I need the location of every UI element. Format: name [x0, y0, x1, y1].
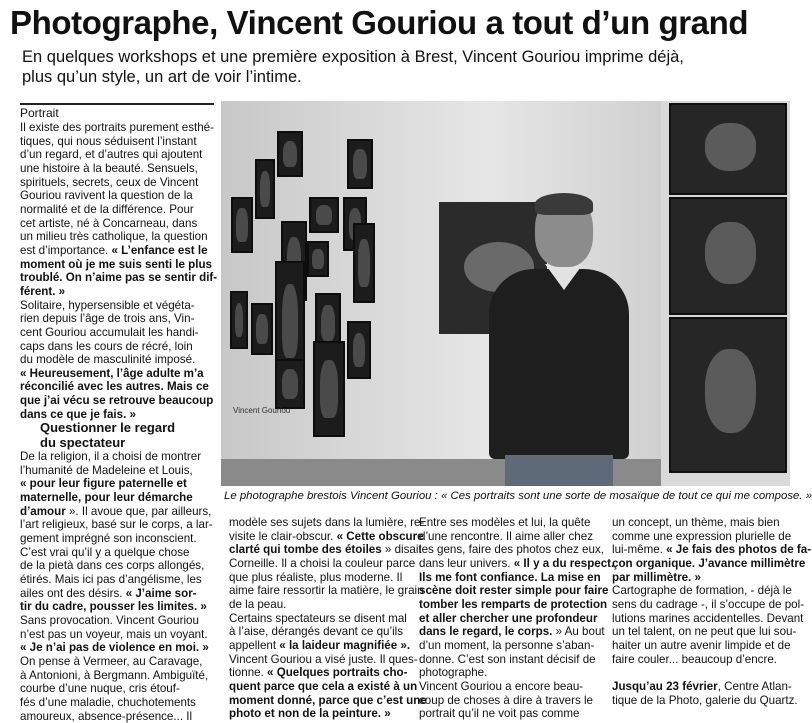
- body-text: haiter un autre avenir limpide et de: [612, 639, 791, 652]
- body-text: » disait: [382, 543, 422, 556]
- body-text: visite le clair-obscur.: [229, 530, 337, 543]
- text-line: [612, 694, 792, 708]
- body-text: aime faire ressortir la matière, le grain: [229, 584, 424, 597]
- body-text: une histoire à la beauté. Sensuels,: [20, 162, 198, 175]
- photographer-legs: [505, 455, 613, 486]
- quote-text: « Heureusement, l’âge adulte m’a: [20, 367, 204, 380]
- body-text: courbe d’une nuque, cris étouf-: [20, 682, 180, 695]
- body-text: sens du cadrage -, il s’occupe de pol-: [612, 598, 804, 611]
- body-text: gement imprégné son inconscient.: [20, 532, 197, 545]
- text-line: [20, 408, 216, 422]
- text-line: [229, 571, 408, 585]
- body-text: photographe.: [419, 666, 487, 679]
- text-line: [612, 598, 792, 612]
- quote-text: « Cette obscure: [337, 530, 424, 543]
- body-text: est d’importance.: [20, 244, 112, 257]
- text-line: [20, 340, 216, 354]
- text-line: [612, 557, 792, 571]
- text-line: [419, 584, 599, 598]
- quote-text: moment donné, parce que c’est une: [229, 694, 427, 707]
- text-line: [229, 557, 408, 571]
- quote-text: çon organique. J’avance millimètre: [612, 557, 805, 570]
- text-line: [419, 612, 599, 626]
- body-text: cet artiste, né à Concarneau, dans: [20, 217, 197, 230]
- quote-text: tomber les remparts de protection: [419, 598, 607, 611]
- body-text: les gens, faire des photos chez eux,: [419, 543, 604, 556]
- wall-label: Vincent Gouriou: [233, 406, 290, 415]
- article-column-3: [419, 516, 599, 721]
- text-line: [229, 598, 408, 612]
- text-line: [419, 653, 599, 667]
- body-text: étirés. Mais ici pas d’angélisme, les: [20, 573, 202, 586]
- text-line: [20, 518, 216, 532]
- text-line: [419, 571, 599, 585]
- rubric-label: Portrait: [20, 103, 214, 121]
- body-text: un concept, un thème, mais bien: [612, 516, 780, 529]
- deck-line: En quelques workshops et une première exposition à Brest, Vincent Gouriou imprime déjà,: [22, 47, 782, 67]
- body-text: d’un moment, la personne s’aban-: [419, 639, 594, 652]
- text-line: [612, 653, 792, 667]
- text-line: [20, 655, 216, 669]
- portrait-frame: [353, 223, 375, 303]
- text-line: [20, 326, 216, 340]
- quote-text: « Il y a du respect.: [514, 557, 615, 570]
- text-line: [229, 666, 408, 680]
- quote-text: « J’aime sor-: [126, 587, 197, 600]
- text-line: [229, 543, 408, 557]
- text-line: [229, 639, 408, 653]
- text-line: [419, 557, 599, 571]
- text-line: [20, 299, 216, 313]
- text-line: [20, 559, 216, 573]
- body-text: On pense à Vermeer, au Caravage,: [20, 655, 202, 668]
- quote-text: d’amour: [20, 505, 66, 518]
- text-line: [20, 505, 216, 519]
- body-text: du modèle de masculinité imposé.: [20, 353, 195, 366]
- text-line: [20, 546, 216, 560]
- portrait-frame: [255, 159, 275, 219]
- body-text: Entre ses modèles et lui, la quête: [419, 516, 590, 529]
- text-line: [612, 680, 792, 694]
- text-line: [612, 612, 792, 626]
- quote-text: « Je fais des photos de fa-: [666, 543, 811, 556]
- text-line: [20, 312, 216, 326]
- quote-text: maternelle, pour leur démarche: [20, 491, 193, 504]
- text-line: [20, 491, 216, 505]
- portrait-frame: [347, 139, 373, 189]
- text-line: [20, 162, 216, 176]
- text-line: [229, 612, 408, 626]
- body-text: faire couler... beaucoup d’encre.: [612, 653, 777, 666]
- body-text: de la pietà dans ces corps allongés,: [20, 559, 204, 572]
- text-line: [20, 532, 216, 546]
- body-text: Solitaire, hypersensible et végéta-: [20, 299, 195, 312]
- article-photo: [221, 101, 790, 486]
- text-line: [419, 707, 599, 721]
- body-text: rien depuis l’âge de trois ans, Vin-: [20, 312, 194, 325]
- body-text: d’un regard, et d’autres qui ajoutent: [20, 148, 202, 161]
- body-text: à l’aise, dérangés devant ce qu’ils: [229, 625, 403, 638]
- deck: [22, 47, 782, 87]
- text-line: [20, 258, 216, 272]
- body-text: que plus réaliste, plus moderne. Il: [229, 571, 402, 584]
- quote-text: et aller chercher une profondeur: [419, 612, 597, 625]
- portrait-frame: [307, 241, 329, 277]
- text-line: [20, 135, 216, 149]
- text-line: [229, 680, 408, 694]
- text-line: [419, 694, 599, 708]
- body-text: Vincent Gouriou a visé juste. Il ques-: [229, 653, 418, 666]
- text-line: [229, 694, 408, 708]
- body-text: l’humanité de Madeleine et Louis,: [20, 464, 193, 477]
- text-line: [229, 653, 408, 667]
- text-line: [419, 543, 599, 557]
- photo-caption: Le photographe brestois Vincent Gouriou : « Ces portraits sont une sorte de mosaïque de tout ce qui me compose. »: [224, 489, 792, 503]
- article-column-4: [612, 516, 792, 707]
- text-line: [419, 666, 599, 680]
- quote-text: par millimètre. »: [612, 571, 701, 584]
- body-text: n’est pas un voyeur, mais un voyant.: [20, 628, 208, 641]
- quote-text: férent. »: [20, 285, 65, 298]
- body-text: de la peau.: [229, 598, 286, 611]
- text-line: [20, 230, 216, 244]
- body-text: lutions marines accidentelles. Devant: [612, 612, 803, 625]
- text-line: [20, 271, 216, 285]
- photographer-body: [489, 269, 629, 459]
- body-text: caps dans les cours de récré, loin: [20, 340, 193, 353]
- body-text: Cartographe de formation, - déjà le: [612, 584, 792, 597]
- body-text: coup de choses à dire à travers le: [419, 694, 593, 707]
- text-line: [419, 639, 599, 653]
- quote-text: quent parce que cela a existé à un: [229, 680, 417, 693]
- text-line: [20, 367, 216, 381]
- body-text: Corneille. Il a choisi la couleur parce: [229, 557, 415, 570]
- portrait-frame: [313, 341, 345, 437]
- headline: Photographe, Vincent Gouriou a tout d’un grand: [10, 4, 790, 42]
- text-line: [20, 148, 216, 162]
- body-text: ». Il avoue que, par ailleurs,: [66, 505, 212, 518]
- text-line: [20, 696, 216, 710]
- text-line: [20, 641, 216, 655]
- text-line: [229, 584, 408, 598]
- body-text: donne. C’est son instant décisif de: [419, 653, 596, 666]
- text-line: [20, 628, 216, 642]
- body-text: cent Gouriou accumulait les handi-: [20, 326, 199, 339]
- text-line: [20, 669, 216, 683]
- text-line: [612, 516, 792, 530]
- article-column-2: [229, 516, 408, 721]
- quote-text: « Quelques portraits cho-: [267, 666, 407, 679]
- portrait-frame: [231, 197, 253, 253]
- quote-text: scène doit rester simple pour faire: [419, 584, 608, 597]
- text-line: [20, 217, 216, 231]
- body-text: à Antonioni, à Bergmann. Ambiguïté,: [20, 669, 208, 682]
- text-line: [229, 530, 408, 544]
- body-text: lui-même.: [612, 543, 666, 556]
- text-line: [20, 477, 216, 491]
- body-text: un tel talent, on ne peut que lui sou-: [612, 625, 796, 638]
- text-line: [229, 707, 408, 721]
- text-line: [229, 625, 408, 639]
- quote-text: « la laideur magnifiée ».: [279, 639, 410, 652]
- quote-text: clarté qui tombe des étoiles: [229, 543, 382, 556]
- text-line: [20, 121, 216, 135]
- body-text: Vincent Gouriou a encore beau-: [419, 680, 583, 693]
- body-text: Gouriou ravivent la question de la: [20, 189, 193, 202]
- text-line: [20, 244, 216, 258]
- body-text: normalité et de la différence. Pour: [20, 203, 194, 216]
- text-line: [419, 598, 599, 612]
- article-column-1: [20, 121, 216, 723]
- portrait-frame: [347, 321, 371, 379]
- text-line: [20, 587, 216, 601]
- text-line: [20, 203, 216, 217]
- subheading: du spectateur: [20, 436, 216, 450]
- body-text: l’art religieux, basé sur le corps, a lar-: [20, 518, 213, 531]
- quote-text: réconcilié avec les autres. Mais ce: [20, 380, 209, 393]
- quote-text: troublé. On n’aime pas se sentir dif-: [20, 271, 217, 284]
- text-line: [20, 573, 216, 587]
- body-text: tiques, qui nous séduisent l’instant: [20, 135, 197, 148]
- large-print: [669, 197, 787, 315]
- text-line: [20, 600, 216, 614]
- quote-text: dans ce que je fais. »: [20, 408, 136, 421]
- portrait-frame: [251, 303, 273, 355]
- quote-text: Jusqu’au 23 février: [612, 680, 718, 693]
- text-line: [612, 666, 792, 680]
- body-text: tionne.: [229, 666, 267, 679]
- text-line: [229, 516, 408, 530]
- text-line: [612, 625, 792, 639]
- portrait-frame: [309, 197, 339, 233]
- quote-text: « Je n’ai pas de violence en moi. »: [20, 641, 209, 654]
- text-line: [612, 530, 792, 544]
- quote-text: que j’ai vécu se retrouve beaucoup: [20, 394, 213, 407]
- body-text: appellent: [229, 639, 279, 652]
- body-text: , Centre Atlan-: [718, 680, 792, 693]
- text-line: [419, 516, 599, 530]
- body-text: dans leur univers.: [419, 557, 514, 570]
- text-line: [612, 639, 792, 653]
- body-text: Sans provocation. Vincent Gouriou: [20, 614, 199, 627]
- text-line: [20, 710, 216, 723]
- text-line: [20, 380, 216, 394]
- text-line: [20, 285, 216, 299]
- text-line: [20, 614, 216, 628]
- subheading: Questionner le regard: [20, 421, 216, 435]
- body-text: d’une rencontre. Il aime aller chez: [419, 530, 593, 543]
- text-line: [20, 464, 216, 478]
- body-text: ailes ont des désirs.: [20, 587, 126, 600]
- body-text: amoureux, absence-présence... Il: [20, 710, 192, 723]
- body-text: fés d’une maladie, chuchotements: [20, 696, 196, 709]
- body-text: un milieu très catholique, la question: [20, 230, 208, 243]
- quote-text: « L’enfance est le: [112, 244, 208, 257]
- body-text: » Au bout: [552, 625, 604, 638]
- body-text: modèle ses sujets dans la lumière, re-: [229, 516, 424, 529]
- quote-text: photo et non de la peinture. »: [229, 707, 391, 720]
- body-text: De la religion, il a choisi de montrer: [20, 450, 201, 463]
- text-line: [20, 450, 216, 464]
- quote-text: Ils me font confiance. La mise en: [419, 571, 601, 584]
- text-line: [612, 571, 792, 585]
- large-print: [669, 103, 787, 195]
- portrait-frame: [277, 131, 303, 177]
- quote-text: moment où je me suis senti le plus: [20, 258, 212, 271]
- large-print: [669, 317, 787, 473]
- body-text: Il existe des portraits purement esthé-: [20, 121, 214, 134]
- body-text: comme une expression plurielle de: [612, 530, 791, 543]
- body-text: C’est vrai qu’il y a quelque chose: [20, 546, 190, 559]
- body-text: portrait qu’il ne voit pas comme: [419, 707, 579, 720]
- text-line: [20, 189, 216, 203]
- text-line: [419, 530, 599, 544]
- text-line: [612, 584, 792, 598]
- text-line: [612, 543, 792, 557]
- body-text: tique de la Photo, galerie du Quartz.: [612, 694, 798, 707]
- quote-text: « pour leur figure paternelle et: [20, 477, 187, 490]
- text-line: [20, 353, 216, 367]
- photographer-hair: [535, 193, 593, 215]
- text-line: [20, 176, 216, 190]
- body-text: Certains spectateurs se disent mal: [229, 612, 407, 625]
- portrait-frame: [275, 359, 305, 409]
- quote-text: dans le regard, le corps.: [419, 625, 552, 638]
- text-line: [20, 394, 216, 408]
- deck-line: plus qu’un style, un art de voir l’intime.: [22, 67, 782, 87]
- body-text: spirituels, secrets, ceux de Vincent: [20, 176, 198, 189]
- text-line: [419, 625, 599, 639]
- quote-text: tir du cadre, pousser les limites. »: [20, 600, 207, 613]
- portrait-frame: [230, 291, 248, 349]
- text-line: [20, 682, 216, 696]
- text-line: [419, 680, 599, 694]
